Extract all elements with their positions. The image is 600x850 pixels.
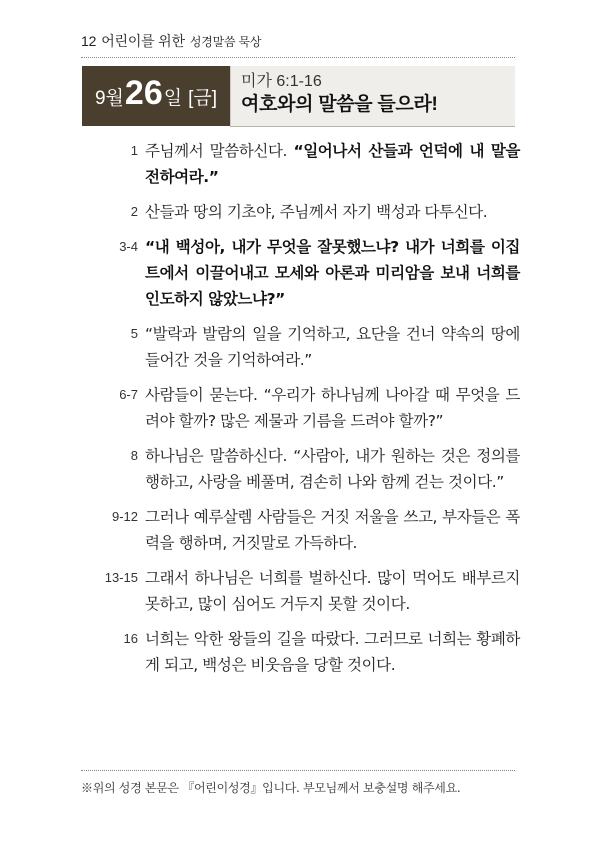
verse-text xyxy=(145,382,520,434)
page-number: 12 xyxy=(81,33,97,49)
verse-number: 16 xyxy=(123,631,138,646)
date-day: 26 xyxy=(124,74,163,112)
book-subtitle: 성경말씀 묵상 xyxy=(189,35,262,49)
verse-item xyxy=(100,443,520,495)
verse-text xyxy=(145,138,520,190)
verse-plain-text: 너희는 악한 왕들의 길을 따랐다. 그러므로 너희는 황폐하게 되고, 백성은 비웃음을 당할 것이다. xyxy=(145,630,520,674)
verse-item xyxy=(100,321,520,373)
verse-text xyxy=(145,321,520,373)
verse-item xyxy=(100,565,520,617)
verse-text xyxy=(145,504,520,556)
verse-text xyxy=(145,443,520,495)
verse-plain-text: 주님께서 말씀하신다. xyxy=(145,142,288,160)
verse-item xyxy=(100,199,520,225)
verse-item xyxy=(100,504,520,556)
verse-plain-text: 그래서 하나님은 너희를 벌하신다. 많이 먹어도 배부르지 못하고, 많이 심어도 거두지 못할 것이다. xyxy=(145,569,520,613)
date-badge xyxy=(82,66,230,126)
verse-item xyxy=(100,138,520,190)
verse-number: 3-4 xyxy=(119,239,138,254)
verse-number: 6-7 xyxy=(119,387,138,402)
passage-reference: 미가 6:1-16 xyxy=(241,73,322,90)
verse-text xyxy=(145,565,520,617)
passage-title: 여호와의 말씀을 들으라! xyxy=(241,94,438,115)
verse-text xyxy=(145,626,520,678)
date-weekday: [금] xyxy=(188,88,218,109)
verse-number: 8 xyxy=(130,448,138,463)
verse-number: 5 xyxy=(130,326,138,341)
verse-number: 9-12 xyxy=(111,509,138,524)
date-month: 9월 xyxy=(94,88,124,109)
passage-title-box xyxy=(230,66,515,126)
header-divider xyxy=(81,57,515,58)
verse-plain-text: 산들과 땅의 기초야, 주님께서 자기 백성과 다투신다. xyxy=(145,203,488,221)
verse-plain-text: 하나님은 말씀하신다. “사람아, 내가 원하는 것은 정의를 행하고, 사랑을 베풀며, 겸손히 나와 함께 걷는 것이다.” xyxy=(145,447,520,491)
footnote-divider xyxy=(81,770,515,771)
verse-item xyxy=(100,382,520,434)
verse-plain-text: 사람들이 묻는다. “우리가 하나님께 나아갈 때 무엇을 드려야 할까? 많은 제물과 기름을 드려야 할까?” xyxy=(145,386,520,430)
title-divider xyxy=(230,126,515,127)
verse-number: 1 xyxy=(130,143,138,158)
verse-plain-text: “발락과 발람의 일을 기억하고, 요단을 건너 약속의 땅에 들어간 것을 기억하여라.” xyxy=(145,325,520,369)
verse-item xyxy=(100,234,520,312)
verse-list xyxy=(100,138,520,687)
running-header xyxy=(81,31,510,51)
verse-number: 2 xyxy=(130,204,138,219)
verse-plain-text: 그러나 예루살렘 사람들은 거짓 저울을 쓰고, 부자들은 폭력을 행하며, 거짓말로 가득하다. xyxy=(145,508,520,552)
footnote: ※위의 성경 본문은 『어린이성경』입니다. 부모님께서 보충설명 해주세요. xyxy=(81,781,461,795)
book-title: 어린이를 위한 xyxy=(101,33,185,49)
verse-number: 13-15 xyxy=(104,570,138,585)
verse-item xyxy=(100,626,520,678)
verse-quote-text: “일어나서 산들과 언덕에 내 말을 전하여라.” xyxy=(145,142,521,186)
verse-text xyxy=(145,199,520,225)
verse-text xyxy=(145,234,520,312)
verse-quote-text: “내 백성아, 내가 무엇을 잘못했느냐? 내가 너희를 이집트에서 이끌어내고 모세와 아론과 미리암을 보내 너희를 인도하지 않았느냐?” xyxy=(145,238,520,308)
date-day-suffix: 일 xyxy=(163,88,183,109)
